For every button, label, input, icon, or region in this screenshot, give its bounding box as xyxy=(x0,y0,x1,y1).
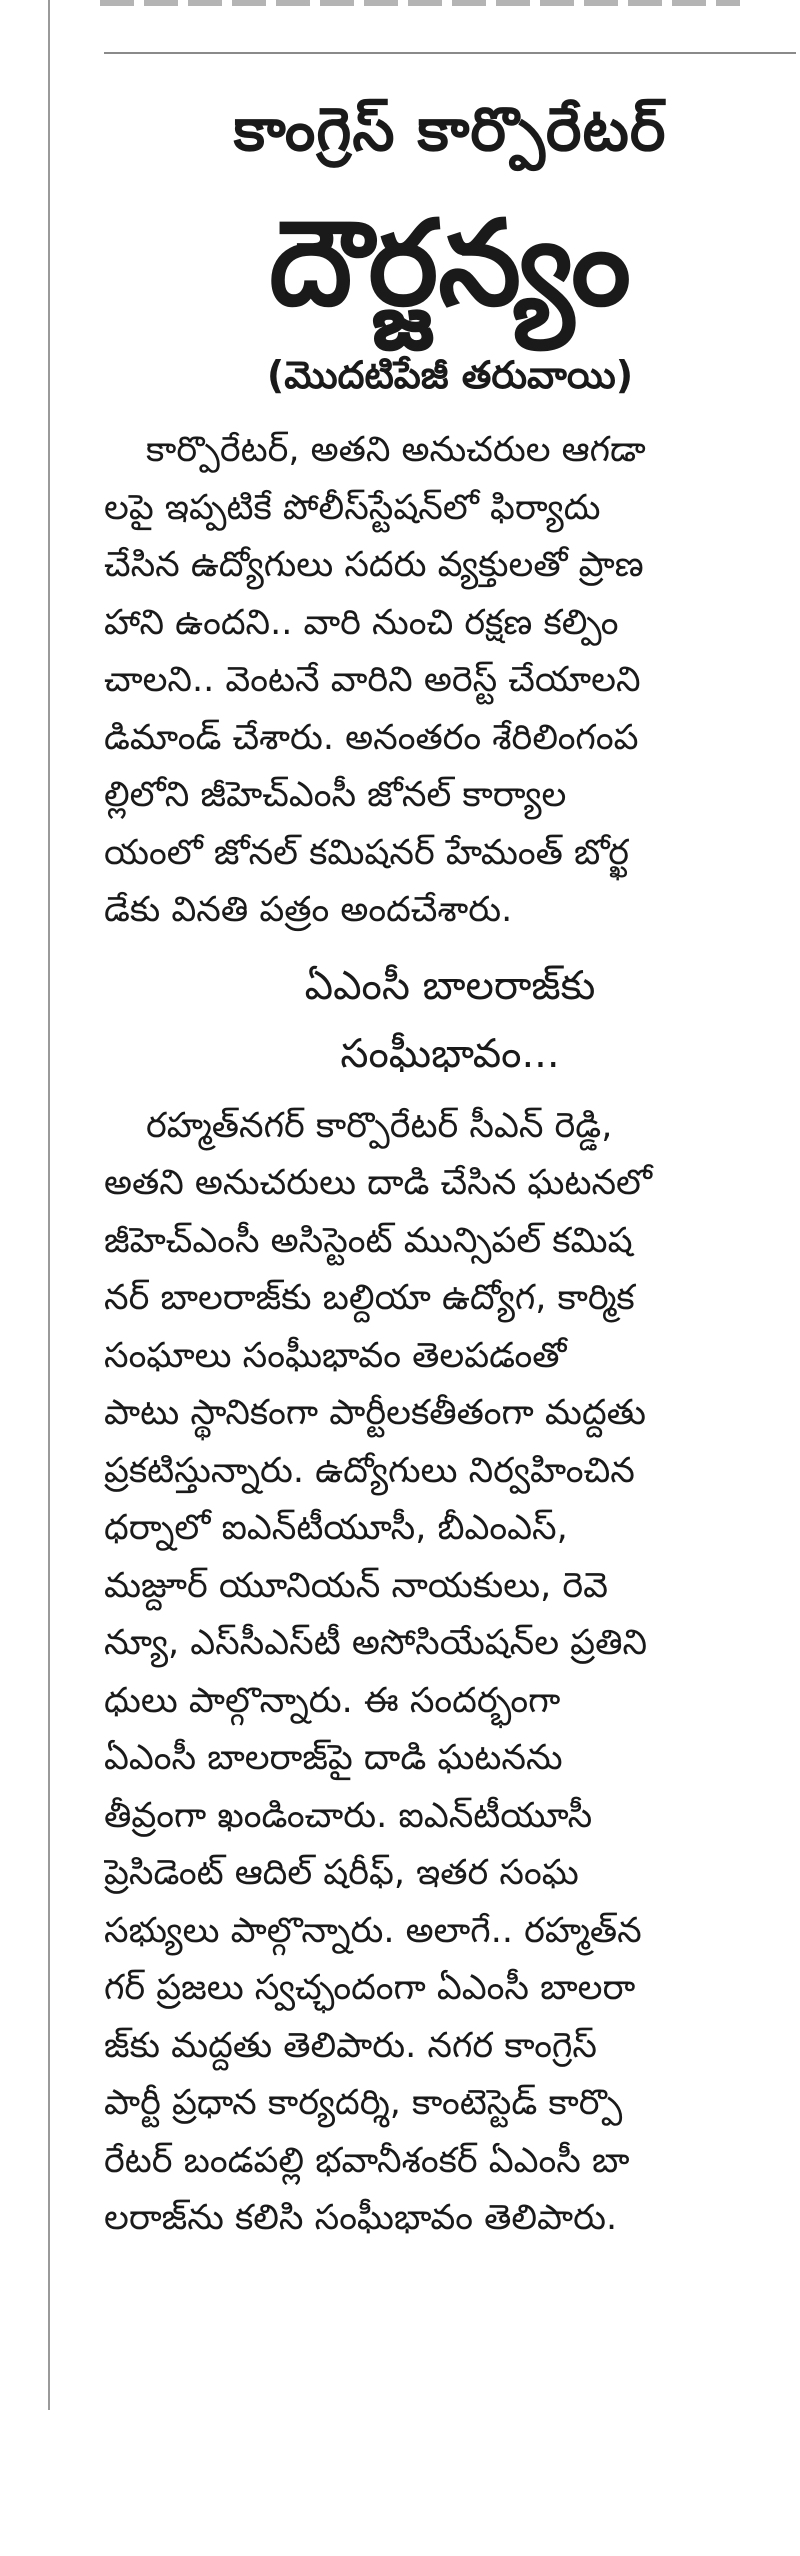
subhead-line: ఏఎంసీ బాలరాజ్‌కు xyxy=(304,962,596,1009)
continuation-note: (మొదటిపేజీ తరువాయి) xyxy=(266,353,634,397)
article-headline: దౌర్జన్యం xyxy=(268,194,632,332)
paragraph-line: తీవ్రంగా ఖండించారు. ఐఎన్‌టీయూసీ xyxy=(104,1795,593,1836)
paragraph-line: జ్‌కు మద్దతు తెలిపారు. నగర కాంగ్రెస్ xyxy=(104,2025,597,2066)
paragraph-line: హాని ఉందని.. వారి నుంచి రక్షణ కల్పిం xyxy=(104,602,619,643)
previous-article-fragment xyxy=(100,0,740,6)
paragraph-line: ధులు పాల్గొన్నారు. ఈ సందర్భంగా xyxy=(104,1680,561,1721)
news-article xyxy=(104,60,796,2248)
paragraph-line: ఏఎంసీ బాలరాజ్‌పై దాడి ఘటనను xyxy=(104,1738,563,1778)
paragraph-line: చాలని.. వెంటనే వారిని అరెస్ట్ చేయాలని xyxy=(104,660,641,700)
column-rule xyxy=(48,0,50,2410)
paragraph-line: ప్రకటిస్తున్నారు. ఉద్యోగులు నిర్వహించిన xyxy=(104,1450,635,1491)
paragraph-line: చేసిన ఉద్యోగులు సదరు వ్యక్తులతో ప్రాణ xyxy=(104,545,644,585)
paragraph-line: ప్రెసిడెంట్ ఆదిల్ షరీఫ్, ఇతర సంఘ xyxy=(104,1853,579,1893)
paragraph-line: మజ్దూర్ యూనియన్ నాయకులు, రెవె xyxy=(104,1565,609,1606)
section-subhead xyxy=(104,952,796,1088)
paragraph-line: జీహెచ్ఎంసీ అసిస్టెంట్ మున్సిపల్ కమిష xyxy=(104,1220,633,1261)
subhead-line: సంఘీభావం... xyxy=(340,1030,560,1077)
paragraph-line: గర్ ప్రజలు స్వచ్ఛందంగా ఏఎంసీ బాలరా xyxy=(104,1968,636,2008)
article-divider xyxy=(104,52,796,54)
article-paragraph-1 xyxy=(104,422,796,940)
paragraph-line: యంలో జోనల్ కమిషనర్ హేమంత్ బోర్ఖ xyxy=(104,832,629,873)
paragraph-line: డిమాండ్ చేశారు. అనంతరం శేరిలింగంప xyxy=(104,717,639,758)
paragraph-line: అతని అనుచరులు దాడి చేసిన ఘటనలో xyxy=(104,1163,653,1203)
paragraph-line: రహ్మత్‌నగర్ కార్పొరేటర్ సీఎన్ రెడ్డి, xyxy=(146,1105,613,1146)
paragraph-line: లరాజ్‌ను కలిసి సంఘీభావం తెలిపారు. xyxy=(104,2198,618,2238)
article-kicker: కాంగ్రెస్ కార్పొరేటర్ xyxy=(233,95,667,165)
paragraph-line: ల్లిలోని జీహెచ్ఎంసీ జోనల్ కార్యాల xyxy=(104,775,567,815)
paragraph-line: ధర్నాలో ఐఎన్‌టీయూసీ, బీఎంఎస్, xyxy=(104,1508,568,1548)
article-paragraph-2 xyxy=(104,1098,796,2248)
paragraph-line: సభ్యులు పాల్గొన్నారు. అలాగే.. రహ్మత్‌న xyxy=(104,1910,642,1951)
paragraph-line: రేటర్ బండపల్లి భవానీశంకర్ ఏఎంసీ బా xyxy=(104,2140,630,2181)
paragraph-line: సంఘాలు సంఘీభావం తెలపడంతో xyxy=(104,1335,567,1376)
paragraph-line: కార్పొరేటర్, అతని అనుచరుల ఆగడా xyxy=(146,430,646,470)
paragraph-line: పాటు స్థానికంగా పార్టీలకతీతంగా మద్దతు xyxy=(104,1393,646,1433)
paragraph-line: న్యూ, ఎస్‌సీఎస్‌టీ అసోసియేషన్‌ల ప్రతిని xyxy=(104,1623,648,1663)
paragraph-line: డేకు వినతి పత్రం అందచేశారు. xyxy=(104,890,513,930)
paragraph-line: లపై ఇప్పటికే పోలీస్‌స్టేషన్‌లో ఫిర్యాదు xyxy=(104,487,601,528)
paragraph-line: నర్ బాలరాజ్‌కు బల్దియా ఉద్యోగ, కార్మిక xyxy=(104,1278,635,1318)
paragraph-line: పార్టీ ప్రధాన కార్యదర్శి, కాంటెస్టెడ్ కార్పొ xyxy=(104,2083,623,2123)
